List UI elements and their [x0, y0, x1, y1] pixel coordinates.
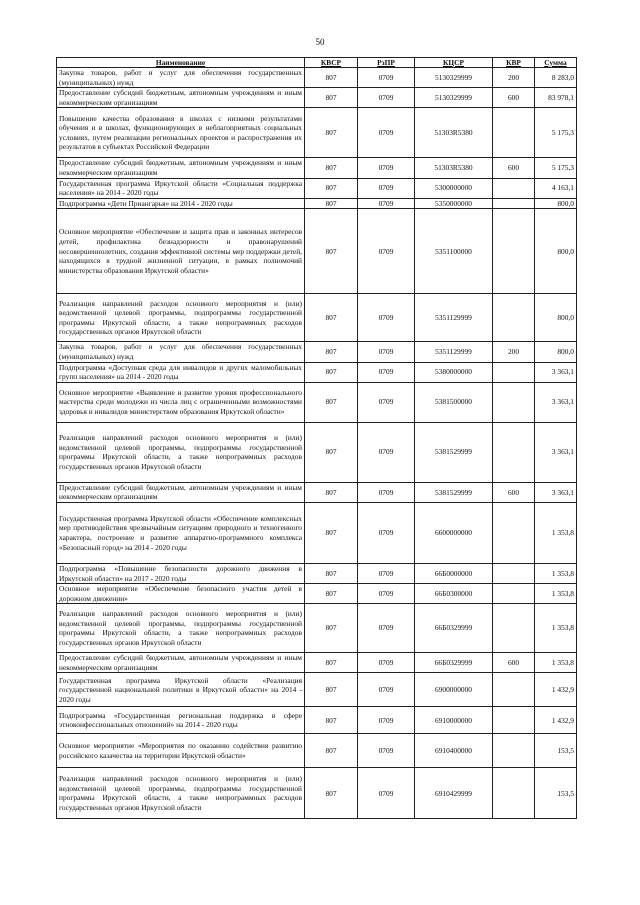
cell-kcsr: 5351100000	[415, 209, 493, 294]
cell-sum: 3 363,1	[535, 422, 577, 482]
cell-name: Подпрограмма «Государственная региональная поддержка в сфере этноконфессиональных отношений» на 2014 - 2020 годы	[57, 707, 305, 734]
cell-kvr: 600	[493, 88, 535, 108]
table-row	[57, 502, 577, 563]
cell-kcsr: 5351129999	[415, 294, 493, 342]
table-row	[57, 88, 577, 108]
cell-kcsr: 5351129999	[415, 342, 493, 362]
header-sum: Сумма	[535, 58, 577, 68]
cell-sum: 1 353,8	[535, 604, 577, 653]
table-row	[57, 707, 577, 734]
cell-kcsr: 5381500000	[415, 382, 493, 422]
cell-sum: 4 163,1	[535, 178, 577, 198]
cell-kvsr: 807	[305, 707, 358, 734]
cell-sum: 153,5	[535, 768, 577, 819]
table-row	[57, 584, 577, 604]
cell-kcsr: 5380000000	[415, 362, 493, 382]
cell-rzpr: 0709	[358, 707, 415, 734]
cell-rzpr: 0709	[358, 108, 415, 158]
cell-name: Закупка товаров, работ и услуг для обеспечения государственных (муниципальных) нужд	[57, 342, 305, 362]
header-kvsr: КВСР	[305, 58, 358, 68]
cell-rzpr: 0709	[358, 178, 415, 198]
cell-sum: 83 978,1	[535, 88, 577, 108]
cell-kcsr: 5350000000	[415, 198, 493, 209]
cell-name: Реализация направлений расходов основного мероприятия и (или) ведомственной целевой программы, подпрограммы государственной программы Иркутской области, а также непрограммных расходов государственных органов Иркутской области	[57, 422, 305, 482]
cell-kvr	[493, 108, 535, 158]
cell-kcsr: 51303R5380	[415, 158, 493, 178]
table-row	[57, 563, 577, 583]
cell-kvsr: 807	[305, 88, 358, 108]
cell-sum: 3 363,1	[535, 482, 577, 502]
cell-kvsr: 807	[305, 584, 358, 604]
cell-rzpr: 0709	[358, 88, 415, 108]
cell-kcsr: 5130329999	[415, 88, 493, 108]
cell-kvr: 200	[493, 342, 535, 362]
cell-kvr	[493, 563, 535, 583]
cell-kvr: 600	[493, 482, 535, 502]
cell-kvsr: 807	[305, 768, 358, 819]
cell-rzpr: 0709	[358, 502, 415, 563]
cell-rzpr: 0709	[358, 198, 415, 209]
cell-sum: 1 353,8	[535, 653, 577, 673]
table-row	[57, 209, 577, 294]
cell-rzpr: 0709	[358, 68, 415, 88]
cell-kvsr: 807	[305, 502, 358, 563]
cell-sum: 1 432,9	[535, 707, 577, 734]
cell-kvsr: 807	[305, 198, 358, 209]
cell-kvsr: 807	[305, 68, 358, 88]
cell-name: Подпрограмма «Повышение безопасности дорожного движения в Иркутской области» на 2017 - 2020 годы	[57, 563, 305, 583]
cell-kcsr: 66Б0000000	[415, 563, 493, 583]
cell-kvr	[493, 734, 535, 768]
header-rzpr: РзПР	[358, 58, 415, 68]
cell-name: Реализация направлений расходов основного мероприятия и (или) ведомственной целевой программы, подпрограммы государственной программы Иркутской области, а также непрограммных расходов государственных органов Иркутской области	[57, 768, 305, 819]
cell-kvsr: 807	[305, 482, 358, 502]
header-kvr: КВР	[493, 58, 535, 68]
cell-sum: 5 175,3	[535, 158, 577, 178]
table-row	[57, 362, 577, 382]
table-row	[57, 673, 577, 707]
table-header-row	[57, 58, 577, 68]
cell-name: Повышение качества образования в школах с низкими результатами обучения и в школах, функционирующих в неблагоприятных социальных условиях, путем реализации региональных проектов и распространения их результатов в субъектах Российской Федерации	[57, 108, 305, 158]
cell-rzpr: 0709	[358, 158, 415, 178]
cell-kvsr: 807	[305, 422, 358, 482]
cell-rzpr: 0709	[358, 734, 415, 768]
cell-name: Государственная программа Иркутской области «Реализация государственной национальной политики в Иркутской области» на 2014 - 2020 годы	[57, 673, 305, 707]
cell-kcsr: 6600000000	[415, 502, 493, 563]
cell-kvr	[493, 209, 535, 294]
cell-name: Реализация направлений расходов основного мероприятия и (или) ведомственной целевой программы, подпрограммы государственной программы Иркутской области, а также непрограммных расходов государственных органов Иркутской области	[57, 604, 305, 653]
cell-name: Основное мероприятие «Обеспечение и защита прав и законных интересов детей, профилактика безнадзорности и правонарушений несовершеннолетних, создания эффективной системы мер поддержки детей, находящихся в трудной жизненной ситуации, в рамках полномочий министерства образования Иркутской области»	[57, 209, 305, 294]
cell-rzpr: 0709	[358, 653, 415, 673]
cell-name: Подпрограмма «Доступная среда для инвалидов и других маломобильных групп населения» на 2014 - 2020 годы	[57, 362, 305, 382]
cell-kvr: 600	[493, 653, 535, 673]
cell-sum: 800,0	[535, 209, 577, 294]
cell-name: Подпрограмма «Дети Приангарья» на 2014 - 2020 годы	[57, 198, 305, 209]
cell-kvr: 200	[493, 68, 535, 88]
cell-rzpr: 0709	[358, 604, 415, 653]
cell-rzpr: 0709	[358, 563, 415, 583]
table-row	[57, 158, 577, 178]
cell-kvsr: 807	[305, 342, 358, 362]
cell-kcsr: 5130329999	[415, 68, 493, 88]
cell-kvr: 600	[493, 158, 535, 178]
cell-kvsr: 807	[305, 158, 358, 178]
cell-sum: 800,0	[535, 342, 577, 362]
cell-sum: 1 432,9	[535, 673, 577, 707]
cell-sum: 5 175,3	[535, 108, 577, 158]
cell-kvsr: 807	[305, 604, 358, 653]
table-row	[57, 382, 577, 422]
table-row	[57, 734, 577, 768]
cell-kcsr: 66Б0300000	[415, 584, 493, 604]
cell-kvsr: 807	[305, 734, 358, 768]
cell-kvsr: 807	[305, 209, 358, 294]
cell-name: Предоставление субсидий бюджетным, автономным учреждениям и иным некоммерческим организациям	[57, 653, 305, 673]
cell-rzpr: 0709	[358, 382, 415, 422]
cell-kcsr: 6910400000	[415, 734, 493, 768]
cell-sum: 3 363,1	[535, 382, 577, 422]
table-row	[57, 108, 577, 158]
page-number: 50	[315, 37, 325, 47]
cell-kcsr: 6910429999	[415, 768, 493, 819]
cell-name: Основное мероприятие «Мероприятия по оказанию содействия развитию российского казачества на территории Иркутской области»	[57, 734, 305, 768]
cell-name: Предоставление субсидий бюджетным, автономным учреждениям и иным некоммерческим организациям	[57, 158, 305, 178]
cell-sum: 800,0	[535, 198, 577, 209]
cell-kvsr: 807	[305, 382, 358, 422]
cell-rzpr: 0709	[358, 768, 415, 819]
table-row	[57, 294, 577, 342]
cell-name: Государственная программа Иркутской области «Обеспечение комплексных мер противодействия чрезвычайным ситуациям природного и техногенного характера, построение и развитие аппаратно-программного комплекса «Безопасный город» на 2014 - 2020 годы	[57, 502, 305, 563]
cell-kvsr: 807	[305, 653, 358, 673]
cell-kvsr: 807	[305, 294, 358, 342]
cell-kcsr: 6900000000	[415, 673, 493, 707]
cell-kvsr: 807	[305, 563, 358, 583]
cell-kvsr: 807	[305, 178, 358, 198]
table-row	[57, 653, 577, 673]
cell-kvsr: 807	[305, 673, 358, 707]
cell-kvr	[493, 768, 535, 819]
cell-kvr	[493, 422, 535, 482]
cell-kvr	[493, 502, 535, 563]
cell-kvr	[493, 584, 535, 604]
cell-sum: 3 363,1	[535, 362, 577, 382]
table-row	[57, 68, 577, 88]
cell-rzpr: 0709	[358, 422, 415, 482]
cell-kcsr: 5381529999	[415, 422, 493, 482]
cell-kcsr: 51303R5380	[415, 108, 493, 158]
cell-kvr	[493, 178, 535, 198]
cell-name: Основное мероприятие «Обеспечение безопасного участия детей в дорожном движении»	[57, 584, 305, 604]
cell-sum: 8 283,0	[535, 68, 577, 88]
cell-kvr	[493, 294, 535, 342]
cell-kvr	[493, 707, 535, 734]
cell-sum: 153,5	[535, 734, 577, 768]
cell-rzpr: 0709	[358, 342, 415, 362]
cell-kvr	[493, 604, 535, 653]
cell-name: Предоставление субсидий бюджетным, автономным учреждениям и иным некоммерческим организациям	[57, 88, 305, 108]
cell-sum: 1 353,8	[535, 502, 577, 563]
cell-rzpr: 0709	[358, 482, 415, 502]
table-row	[57, 342, 577, 362]
cell-sum: 800,0	[535, 294, 577, 342]
table-row	[57, 198, 577, 209]
cell-rzpr: 0709	[358, 362, 415, 382]
table-row	[57, 482, 577, 502]
cell-name: Государственная программа Иркутской области «Социальная поддержка населения» на 2014 - 2020 годы	[57, 178, 305, 198]
cell-kvr	[493, 382, 535, 422]
cell-name: Основное мероприятие «Выявление и развитие уровня профессионального мастерства среди молодежи из числа лиц с ограниченными возможностями здоровья и инвалидов министерством образования Иркутской области»	[57, 382, 305, 422]
cell-kvsr: 807	[305, 108, 358, 158]
cell-kvr	[493, 198, 535, 209]
cell-rzpr: 0709	[358, 209, 415, 294]
cell-rzpr: 0709	[358, 584, 415, 604]
cell-kcsr: 66Б0329999	[415, 604, 493, 653]
cell-kvr	[493, 362, 535, 382]
table-row	[57, 178, 577, 198]
table-row	[57, 604, 577, 653]
cell-kvsr: 807	[305, 362, 358, 382]
header-name: Наименование	[57, 58, 305, 68]
table-row	[57, 768, 577, 819]
cell-rzpr: 0709	[358, 673, 415, 707]
cell-name: Закупка товаров, работ и услуг для обеспечения государственных (муниципальных) нужд	[57, 68, 305, 88]
budget-table	[56, 57, 577, 819]
table-row	[57, 422, 577, 482]
header-kcsr: КЦСР	[415, 58, 493, 68]
cell-name: Реализация направлений расходов основного мероприятия и (или) ведомственной целевой программы, подпрограммы государственной программы Иркутской области, а также непрограммных расходов государственных органов Иркутской области	[57, 294, 305, 342]
cell-rzpr: 0709	[358, 294, 415, 342]
cell-kcsr: 5300000000	[415, 178, 493, 198]
cell-name: Предоставление субсидий бюджетным, автономным учреждениям и иным некоммерческим организациям	[57, 482, 305, 502]
cell-sum: 1 353,8	[535, 563, 577, 583]
cell-kcsr: 6910000000	[415, 707, 493, 734]
cell-sum: 1 353,8	[535, 584, 577, 604]
cell-kcsr: 5381529999	[415, 482, 493, 502]
cell-kcsr: 66Б0329999	[415, 653, 493, 673]
cell-kvr	[493, 673, 535, 707]
